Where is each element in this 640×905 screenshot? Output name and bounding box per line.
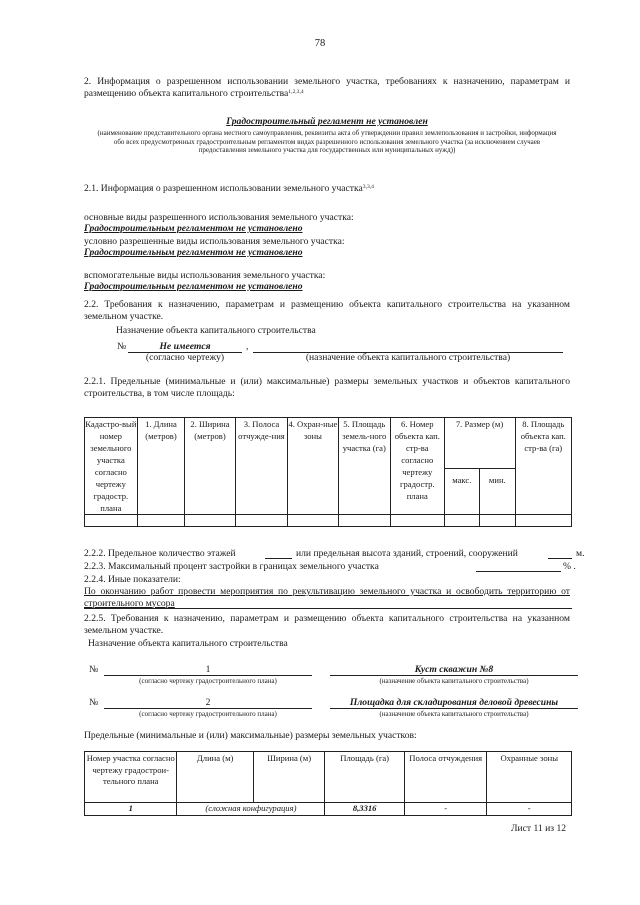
table-cell <box>185 515 235 527</box>
object-1-name-underline <box>330 675 578 676</box>
aux-uses-label: вспомогательные виды использования земельного участка: <box>84 270 326 281</box>
section-2-2-no-value: Не имеется <box>159 341 211 352</box>
table-row <box>85 803 572 816</box>
section-2-2-4-value: По окончанию работ провести мероприятия по рекультивацию земельного участка и освободить территорию от строительного мусора <box>84 586 570 609</box>
main-uses-value: Градостроительным регламентом не установлено <box>84 223 303 234</box>
object-2-name-underline <box>330 708 578 709</box>
object-1-caption-number: (согласно чертежу градостроительного плана) <box>139 677 277 685</box>
table2-cell-protection: - <box>487 803 572 816</box>
parameters-table <box>84 417 572 527</box>
table1-header-area: 5. Площадь земель-ного участка (га) <box>338 418 390 515</box>
table1-header-protection: 4. Охран-ные зоны <box>288 418 338 515</box>
table-cell <box>391 515 444 527</box>
table1-subheader-min: мин. <box>480 468 515 514</box>
object-2-number: 2 <box>205 697 211 708</box>
section-2-2-5-purpose-label: Назначение объекта капитального строительства <box>88 638 288 649</box>
section-2-2-5-heading: 2.2.5. Требования к назначению, параметрам и размещению объекта капитального строительства на указанном земельном участке. <box>84 613 570 636</box>
table-cell <box>288 515 338 527</box>
object-1-number: 1 <box>205 664 211 675</box>
table2-header-width: Ширина (м) <box>253 752 325 803</box>
table1-subheader-max: макс. <box>444 468 480 514</box>
table1-header-object-no: 6. Номер объекта кап. стр-ва согласно чертежу градостр. плана <box>391 418 444 515</box>
table1-header-object-area: 8. Площадь объекта кап. стр-ва (га) <box>515 418 571 515</box>
table-cell <box>444 515 480 527</box>
table-cell <box>235 515 287 527</box>
section-2-2-heading: 2.2. Требования к назначению, параметрам и размещению объекта капитального строительства на указанном земельном участке. <box>84 299 570 322</box>
section-2-2-1-heading: 2.2.1. Предельные (минимальные и (или) максимальные) размеры земельных участков и объектов капитального строительства, в том числе площадь: <box>84 376 570 399</box>
section-2-2-4-rule <box>84 608 572 609</box>
object-2-caption-name: (назначение объекта капитального строительства) <box>379 710 529 718</box>
section-2-2-2-text: 2.2.2. Предельное количество этажей <box>84 548 236 559</box>
table2-cell-area: 8,3316 <box>325 803 404 816</box>
object-2-name: Площадка для складирования деловой древесины <box>349 697 559 708</box>
table2-header-area: Площадь (га) <box>325 752 404 803</box>
table-cell <box>515 515 571 527</box>
table2-cell-dimensions: (сложная конфигурация) <box>177 803 325 816</box>
table2-cell-exclusion: - <box>404 803 487 816</box>
section-2-1-heading <box>84 183 570 195</box>
table1-header-cadastral: Кадастро-вый номер земельного участка согласно чертежу градостр. плана <box>85 419 137 513</box>
section-2-1-heading-text: 2.1. Информация о разрешенном использовании земельного участка <box>84 183 363 194</box>
page-number: 78 <box>314 38 326 49</box>
table2-heading: Предельные (минимальные и (или) максимальные) размеры земельных участков: <box>84 730 417 741</box>
conditional-uses-label: условно разрешенные виды использования земельного участка: <box>84 236 345 247</box>
sheet-counter: Лист 11 из 12 <box>511 823 567 834</box>
regulation-title: Градостроительный регламент не установлен <box>226 116 428 127</box>
height-blank <box>548 558 572 559</box>
table1-header-exclusion: 3. Полоса отчужде-ния <box>235 418 287 515</box>
table-cell <box>480 515 515 527</box>
section-2-2-2-unit: м. <box>576 548 585 559</box>
object-2-caption-number: (согласно чертежу градостроительного плана) <box>139 710 277 718</box>
section-2-heading <box>84 76 570 99</box>
table2-header-number: Номер участка согласно чертежу градострои-тельного плана <box>85 752 177 803</box>
regulation-note: (наименование представительного органа местного самоуправления, реквизиты акта об утверждении правил землепользования и застройки, информация обо всех предусмотренных градостроительным регламентом видах разрешенного использования земельного участка (за исключением случаев предоставления земельного участка для государственных или муниципальных нужд)) <box>97 129 557 155</box>
table-cell <box>137 515 185 527</box>
table-cell <box>85 515 138 527</box>
section-2-heading-text: 2. Информация о разрешенном использовании земельного участка, требованиях к назначению, параметрам и размещению объекта капитального строительства <box>84 76 570 99</box>
section-2-2-caption-name: (назначение объекта капитального строительства) <box>305 352 511 363</box>
table2-cell-number: 1 <box>85 803 177 816</box>
section-2-2-caption-drawing: (согласно чертежу) <box>145 352 225 363</box>
section-2-2-comma: , <box>246 341 249 352</box>
table1-header-size: 7. Размер (м) <box>444 418 515 469</box>
floors-blank <box>265 558 292 559</box>
object-1-caption-name: (назначение объекта капитального строительства) <box>379 677 529 685</box>
land-plots-table <box>84 751 572 816</box>
section-2-2-4-heading: 2.2.4. Иные показатели: <box>84 574 181 585</box>
percent-blank <box>476 571 561 572</box>
section-2-2-3-text: 2.2.3. Максимальный процент застройки в границах земельного участка <box>84 561 379 572</box>
section-2-2-2-text-mid: или предельная высота зданий, строений, сооружений <box>296 548 518 559</box>
table2-header-protection: Охранные зоны <box>487 752 572 803</box>
table2-header-exclusion: Полоса отчуждения <box>404 752 487 803</box>
aux-uses-value: Градостроительным регламентом не установлено <box>84 281 303 292</box>
section-2-1-heading-sup: 3,3,4 <box>362 184 374 190</box>
section-2-2-3-unit: % . <box>563 561 576 572</box>
object-2-number-underline <box>104 708 312 709</box>
table2-header-length: Длина (м) <box>177 752 253 803</box>
section-2-heading-sup: 1,2,3,4 <box>288 88 304 95</box>
object-1-name: Куст скважин №8 <box>414 664 494 675</box>
section-2-2-no-sign: № <box>117 341 127 352</box>
conditional-uses-value: Градостроительным регламентом не установлено <box>84 247 303 258</box>
section-2-2-purpose-label: Назначение объекта капитального строительства <box>116 325 316 336</box>
table-cell <box>338 515 390 527</box>
object-1-number-underline <box>104 675 312 676</box>
table1-empty-row <box>85 515 572 527</box>
main-uses-label: основные виды разрешенного использования земельного участка: <box>84 212 354 223</box>
object-2-no-sign: № <box>89 697 99 708</box>
table1-header-length: 1. Длина (метров) <box>137 418 185 515</box>
object-1-no-sign: № <box>89 664 99 675</box>
table1-header-width: 2. Ширина (метров) <box>185 418 235 515</box>
